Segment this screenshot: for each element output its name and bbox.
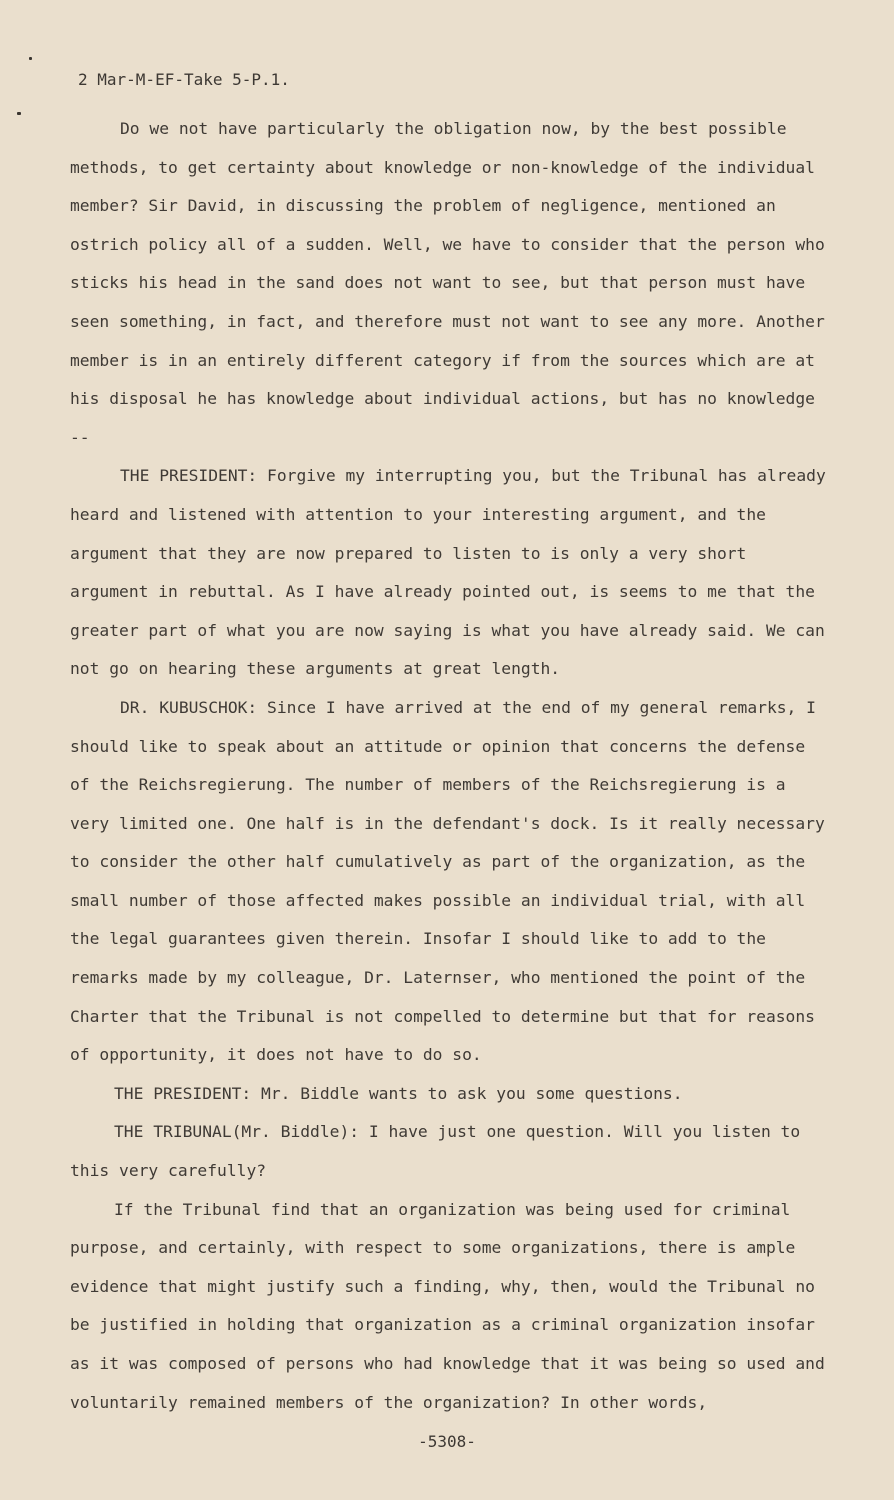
page-header: 2 Mar-M-EF-Take 5-P.1. bbox=[78, 70, 290, 89]
margin-mark bbox=[17, 112, 21, 115]
paragraph: THE PRESIDENT: Forgive my interrupting you, but the Tribunal has already heard and listened with attention to your interesting argument, and the argument that they are now prepared to listen to is only a very short argument in rebuttal. As I have already pointed out, is seems to me that the greater part of what you are now saying is what you have already said. We can not go on hearing these arguments at great length. bbox=[70, 466, 826, 679]
paragraph: Do we not have particularly the obligation now, by the best possible methods, to get certainty about knowledge or non-knowledge of the individual member? Sir David, in discussing the problem of negligence, mentioned an ostrich policy all of a sudden. Well, we have to consider that the person who sticks his head in the sand does not want to see, but that person must have seen something, in fact, and therefore must not want to see any more. Another member is in an entirely different category if from the sources which are at his disposal he has knowledge about individual actions, but has no knowledge -- bbox=[70, 119, 825, 447]
paragraph: DR. KUBUSCHOK: Since I have arrived at the end of my general remarks, I should like to speak about an attitude or opinion that concerns the defense of the Reichsregierung. The number of members of the Reichsregierung is a very limited one. One half is in the defendant's dock. Is it really necessary to consider the other half cumulatively as part of the organization, as the small number of those affected makes possible an individual trial, with all the legal guarantees given therein. Insofar I should like to add to the remarks made by my colleague, Dr. Laternser, who mentioned the point of the Charter that the Tribunal is not compelled to determine but that for reasons of opportunity, it does not have to do so. bbox=[70, 697, 825, 1065]
paragraph: If the Tribunal find that an organization was being used for criminal purpose, and certainly, with respect to some organizations, there is ample evidence that might justify such a finding, why, then, would the Tribunal no be justified in holding that organization as a criminal organization insofar as it was composed of persons who had knowledge that it was being so used and voluntarily remained members of the organization? In other words, bbox=[70, 1199, 825, 1412]
paragraph: THE TRIBUNAL(Mr. Biddle): I have just one question. Will you listen to this very carefully? bbox=[70, 1122, 801, 1181]
margin-mark bbox=[29, 57, 32, 60]
paragraph: THE PRESIDENT: Mr. Biddle wants to ask you some questions. bbox=[114, 1083, 683, 1103]
page-number: -5308- bbox=[418, 1432, 476, 1451]
transcript-body bbox=[70, 110, 830, 1422]
